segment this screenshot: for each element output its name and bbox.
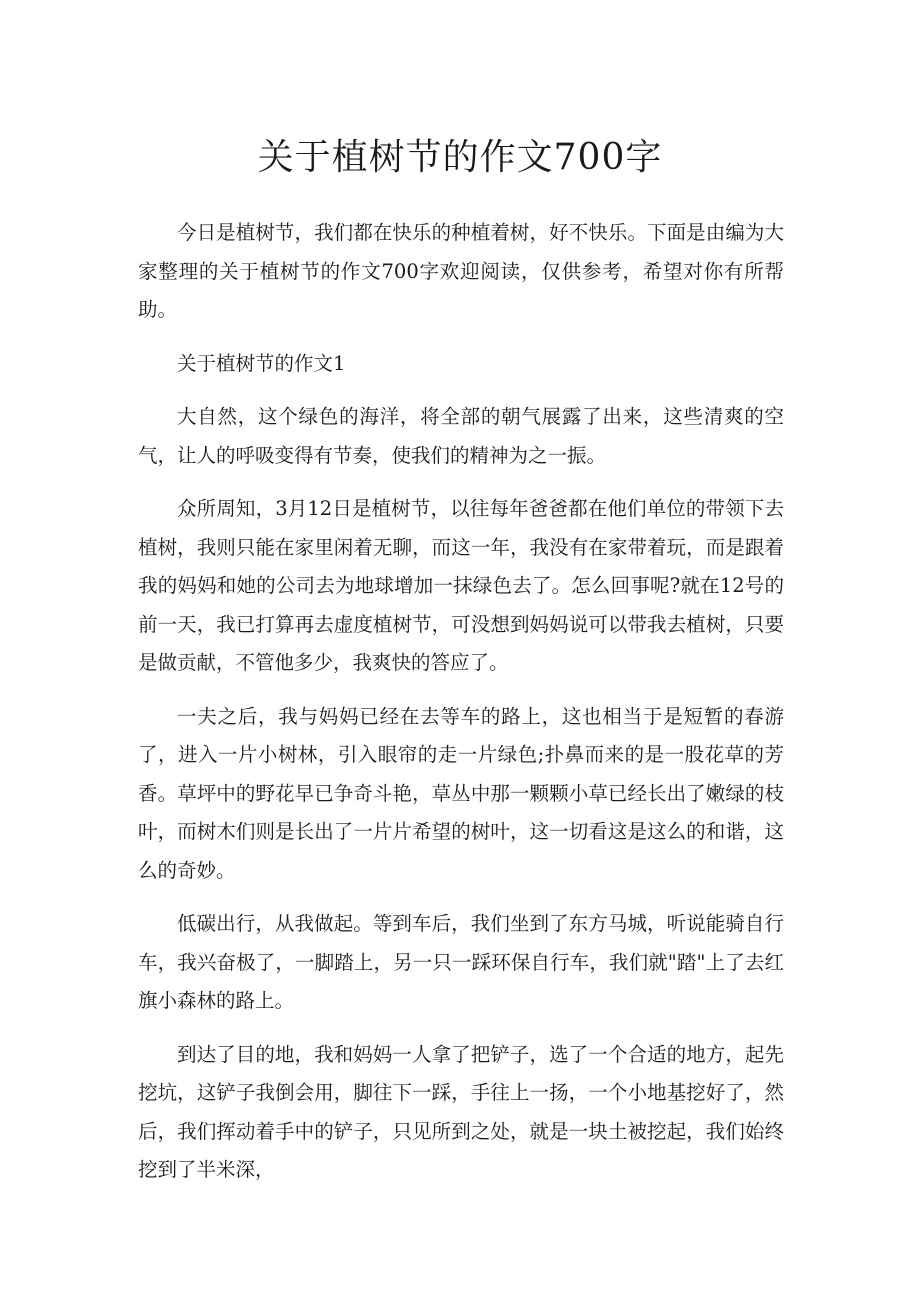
section-heading: 关于植树节的作文1: [177, 351, 346, 375]
body-paragraph: 众所周知，3月12日是植树节，以往每年爸爸都在他们单位的带领下去植树，我则只能在家里闲着无聊，而这一年，我没有在家带着玩，而是跟着我的妈妈和她的公司去为地球增加一抹绿色去了。怎么回事呢?就在12号的前一天，我已打算再去虚度植树节，可没想到妈妈说可以带我去植树，只要是做贡献，不管他多少，我爽快的答应了。: [138, 497, 784, 674]
body-paragraph: 一夫之后，我与妈妈已经在去等车的路上，这也相当于是短暂的春游了，进入一片小树林，引入眼帘的走一片绿色;扑鼻而来的是一股花草的芳香。草坪中的野花早已争奇斗艳，草丛中那一颗颗小草已经长出了嫩绿的枝叶，而树木们则是长出了一片片希望的树叶，这一切看这是这么的和谐，这么的奇妙。: [138, 704, 784, 882]
document-body: [138, 214, 784, 1205]
intro-paragraph: 今日是植树节，我们都在快乐的种植着树，好不快乐。下面是由编为大家整理的关于植树节的作文700字欢迎阅读，仅供参考，希望对你有所帮助。: [138, 221, 784, 321]
body-paragraph: 大自然，这个绿色的海洋，将全部的朝气展露了出来，这些清爽的空气，让人的呼吸变得有节奏，使我们的精神为之一振。: [138, 405, 784, 467]
document-title: 关于植树节的作文700字: [257, 137, 663, 178]
body-paragraph: 低碳出行，从我做起。等到车后，我们坐到了东方马城，听说能骑自行车，我兴奋极了，一脚踏上，另一只一踩环保自行车，我们就"踏"上了去红旗小森林的路上。: [138, 912, 784, 1012]
body-paragraph: 到达了目的地，我和妈妈一人拿了把铲子，选了一个合适的地方，起先挖坑，这铲子我倒会用，脚往下一踩，手往上一扬，一个小地基挖好了，然后，我们挥动着手中的铲子，只见所到之处，就是一块土被挖起，我们始终挖到了半米深，: [138, 1042, 784, 1181]
